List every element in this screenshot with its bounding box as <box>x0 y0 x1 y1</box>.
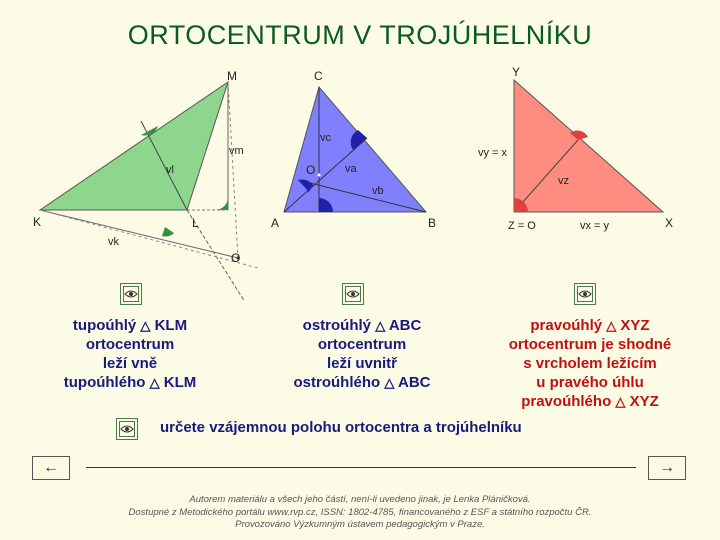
acute-triangle-figure <box>284 87 426 212</box>
eye-icon <box>124 289 138 299</box>
right-caption: pravoúhlý △ XYZ ortocentrum je shodné s vrcholem ležícím u pravého úhlu pravoúhlého △ XYZ <box>508 317 672 410</box>
point-b-label: B <box>428 216 437 230</box>
prev-button[interactable] <box>32 456 70 480</box>
point-o1-label: O <box>231 251 241 265</box>
height-vc-label: vc <box>320 132 331 144</box>
footer <box>0 494 720 532</box>
height-vl-label: vl <box>166 164 174 176</box>
height-va-label: va <box>345 163 357 175</box>
point-c-label: C <box>314 69 323 83</box>
divider <box>86 467 636 468</box>
point-x-label: X <box>665 216 674 230</box>
footer-line: Dostupné z Metodického portálu www.rvp.cz, ISSN: 1802-4785, financovaného z ESF a státního rozpočtu ČR. <box>128 506 592 518</box>
footer-line: Provozováno Výzkumným ústavem pedagogickým v Praze. <box>235 519 485 530</box>
eye-icon <box>578 289 592 299</box>
point-a-label: A <box>271 216 280 230</box>
next-button[interactable] <box>648 456 686 480</box>
right-triangle-figure <box>514 80 663 212</box>
point-k-label: K <box>33 215 42 229</box>
point-m-label: M <box>227 69 237 83</box>
eye-icon <box>120 424 134 434</box>
show-acute-button[interactable] <box>342 283 364 305</box>
eye-icon <box>346 289 360 299</box>
obtuse-triangle-figure <box>40 82 258 300</box>
height-vyx-label: vy = x <box>478 147 508 159</box>
obtuse-caption: tupoúhlý △ KLM ortocentrum leží vně tupoúhlého △ KLM <box>63 317 197 391</box>
arrow-left-icon: ← <box>43 459 59 476</box>
height-vz-label: vz <box>558 175 569 187</box>
height-vm-label: vm <box>229 145 244 157</box>
show-right-button[interactable] <box>574 283 596 305</box>
show-task-button[interactable] <box>116 418 138 440</box>
height-vxy-label: vx = y <box>580 220 610 232</box>
point-y-label: Y <box>512 65 521 79</box>
show-obtuse-button[interactable] <box>120 283 142 305</box>
height-vb-label: vb <box>372 185 384 197</box>
footer-line: Autorem materiálu a všech jeho částí, není-li uvedeno jinak, je Lenka Pláničková. <box>189 494 531 505</box>
task-text: určete vzájemnou polohu ortocentra a trojúhelníku <box>160 419 522 436</box>
point-zo-label: Z = O <box>508 220 536 232</box>
page-title: ORTOCENTRUM V TROJÚHELNÍKU <box>127 20 593 50</box>
height-vk-label: vk <box>108 236 119 248</box>
point-l-label: L <box>192 216 199 230</box>
point-o2-label: O <box>306 163 316 177</box>
acute-caption: ostroúhlý △ ABC ortocentrum leží uvnitř ostroúhlého △ ABC <box>293 317 431 391</box>
arrow-right-icon: → <box>659 459 675 476</box>
